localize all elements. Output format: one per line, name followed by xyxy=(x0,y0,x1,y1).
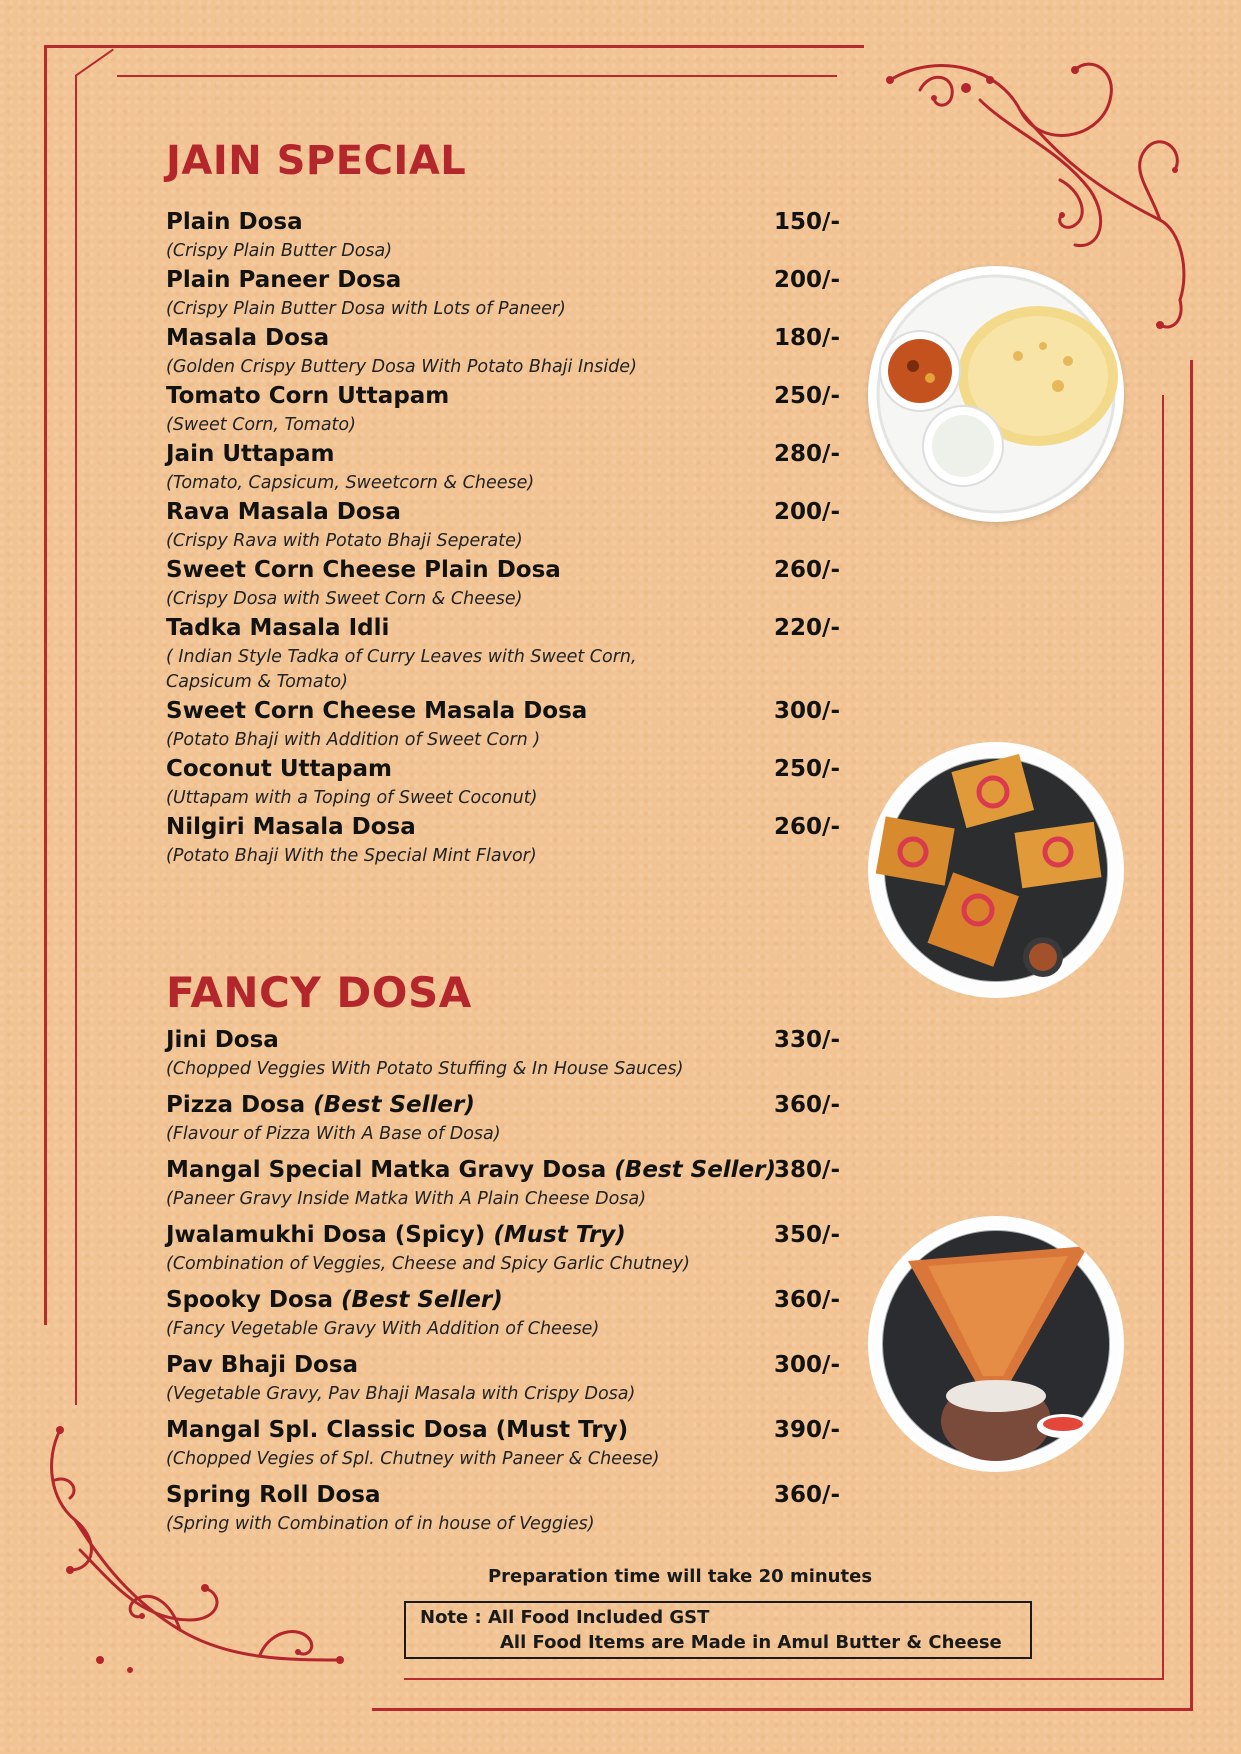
item-tag: (Must Try) xyxy=(493,1222,626,1248)
item-name: Jini Dosa xyxy=(166,1027,279,1053)
item-description: (Spring with Combination of in house of Veggies) xyxy=(166,1514,595,1534)
fancy-dosa-title: FANCY DOSA xyxy=(166,968,472,1017)
item-price: 300/- xyxy=(774,698,840,724)
note-box xyxy=(404,1601,1032,1659)
item-description: (Chopped Veggies With Potato Stuffing & In House Sauces) xyxy=(166,1059,684,1079)
item-description: (Crispy Dosa with Sweet Corn & Cheese) xyxy=(166,589,523,609)
item-price: 360/- xyxy=(774,1482,840,1508)
item-price: 220/- xyxy=(774,615,840,641)
menu-item xyxy=(166,1089,846,1147)
menu-item xyxy=(166,695,846,753)
frame-inner-top xyxy=(117,75,837,77)
item-price: 200/- xyxy=(774,267,840,293)
item-name: Jwalamukhi Dosa (Spicy) (Must Try) xyxy=(166,1222,626,1248)
item-name: Pav Bhaji Dosa xyxy=(166,1352,359,1378)
frame-outer-left xyxy=(44,45,47,1325)
menu-item xyxy=(166,1479,846,1537)
item-description: (Crispy Plain Butter Dosa) xyxy=(166,241,393,261)
fancy-dosa-list xyxy=(166,1024,846,1537)
item-price: 250/- xyxy=(774,756,840,782)
item-price: 360/- xyxy=(774,1287,840,1313)
item-description: (Paneer Gravy Inside Matka With A Plain Cheese Dosa) xyxy=(166,1189,647,1209)
frame-outer-right xyxy=(1190,360,1193,1710)
menu-item xyxy=(166,1024,846,1082)
item-name: Coconut Uttapam xyxy=(166,756,393,782)
item-description: (Tomato, Capsicum, Sweetcorn & Cheese) xyxy=(166,473,535,493)
item-name: Mangal Spl. Classic Dosa (Must Try) xyxy=(166,1417,629,1443)
item-description: ( Indian Style Tadka of Curry Leaves with Sweet Corn, xyxy=(166,647,637,667)
item-tag: (Best Seller) xyxy=(614,1157,777,1183)
menu-item xyxy=(166,496,846,554)
item-name: Spring Roll Dosa xyxy=(166,1482,381,1508)
menu-item xyxy=(166,753,846,811)
preparation-time-note: Preparation time will take 20 minutes xyxy=(487,1566,873,1587)
item-price: 280/- xyxy=(774,441,840,467)
menu-item xyxy=(166,1349,846,1407)
menu-item xyxy=(166,1154,846,1212)
note-gst-line: Note : All Food Included GST xyxy=(420,1607,710,1628)
item-price: 250/- xyxy=(774,383,840,409)
menu-item xyxy=(166,438,846,496)
frame-outer-bottom xyxy=(372,1708,1193,1711)
item-price: 260/- xyxy=(774,814,840,840)
item-price: 200/- xyxy=(774,499,840,525)
item-description: (Flavour of Pizza With A Base of Dosa) xyxy=(166,1124,501,1144)
item-name: Tadka Masala Idli xyxy=(166,615,390,641)
frame-inner-corner xyxy=(75,49,114,77)
menu-item xyxy=(166,1284,846,1342)
item-tag: (Best Seller) xyxy=(313,1092,475,1118)
food-photo-matka-dosa xyxy=(868,1216,1124,1472)
frame-inner-bottom xyxy=(404,1678,1164,1680)
item-price: 260/- xyxy=(774,557,840,583)
note-amul-line: All Food Items are Made in Amul Butter & Cheese xyxy=(500,1632,1002,1653)
menu-item xyxy=(166,264,846,322)
item-price: 380/- xyxy=(774,1157,840,1183)
menu-item xyxy=(166,1414,846,1472)
item-description: (Fancy Vegetable Gravy With Addition of Cheese) xyxy=(166,1319,600,1339)
item-name: Nilgiri Masala Dosa xyxy=(166,814,416,840)
item-description: (Potato Bhaji With the Special Mint Flavor) xyxy=(166,846,537,866)
item-description: (Vegetable Gravy, Pav Bhaji Masala with Crispy Dosa) xyxy=(166,1384,636,1404)
frame-inner-right xyxy=(1162,395,1164,1680)
item-name: Plain Paneer Dosa xyxy=(166,267,402,293)
item-description: (Golden Crispy Buttery Dosa With Potato Bhaji Inside) xyxy=(166,357,637,377)
item-description: (Combination of Veggies, Cheese and Spicy Garlic Chutney) xyxy=(166,1254,690,1274)
item-name: Plain Dosa xyxy=(166,209,303,235)
item-name: Jain Uttapam xyxy=(166,441,335,467)
item-description-line2: Capsicum & Tomato) xyxy=(166,672,348,692)
item-name: Sweet Corn Cheese Masala Dosa xyxy=(166,698,588,724)
menu-item xyxy=(166,1219,846,1277)
menu-item xyxy=(166,322,846,380)
item-name: Spooky Dosa (Best Seller) xyxy=(166,1287,503,1313)
item-price: 180/- xyxy=(774,325,840,351)
item-name: Sweet Corn Cheese Plain Dosa xyxy=(166,557,561,583)
item-name: Masala Dosa xyxy=(166,325,330,351)
item-tag: (Best Seller) xyxy=(341,1287,503,1313)
item-description: (Crispy Rava with Potato Bhaji Seperate) xyxy=(166,531,523,551)
menu-item xyxy=(166,380,846,438)
menu-item xyxy=(166,612,846,695)
item-description: (Potato Bhaji with Addition of Sweet Corn ) xyxy=(166,730,541,750)
item-price: 300/- xyxy=(774,1352,840,1378)
item-price: 330/- xyxy=(774,1027,840,1053)
item-name: Tomato Corn Uttapam xyxy=(166,383,450,409)
food-photo-sliced-dosa xyxy=(868,742,1124,998)
item-description: (Chopped Vegies of Spl. Chutney with Paneer & Cheese) xyxy=(166,1449,660,1469)
item-price: 390/- xyxy=(774,1417,840,1443)
frame-inner-left xyxy=(75,75,77,1405)
jain-special-list xyxy=(166,206,846,869)
menu-item xyxy=(166,206,846,264)
item-description: (Uttapam with a Toping of Sweet Coconut) xyxy=(166,788,538,808)
item-price: 150/- xyxy=(774,209,840,235)
menu-item xyxy=(166,554,846,612)
item-description: (Sweet Corn, Tomato) xyxy=(166,415,356,435)
item-price: 360/- xyxy=(774,1092,840,1118)
item-description: (Crispy Plain Butter Dosa with Lots of Paneer) xyxy=(166,299,566,319)
jain-special-title: JAIN SPECIAL xyxy=(166,138,467,184)
item-name: Pizza Dosa (Best Seller) xyxy=(166,1092,475,1118)
frame-outer-top xyxy=(44,45,864,48)
item-name: Rava Masala Dosa xyxy=(166,499,401,525)
item-price: 350/- xyxy=(774,1222,840,1248)
item-name: Mangal Special Matka Gravy Dosa (Best Seller) xyxy=(166,1157,777,1183)
menu-item xyxy=(166,811,846,869)
food-photo-plain-dosa xyxy=(868,266,1124,522)
